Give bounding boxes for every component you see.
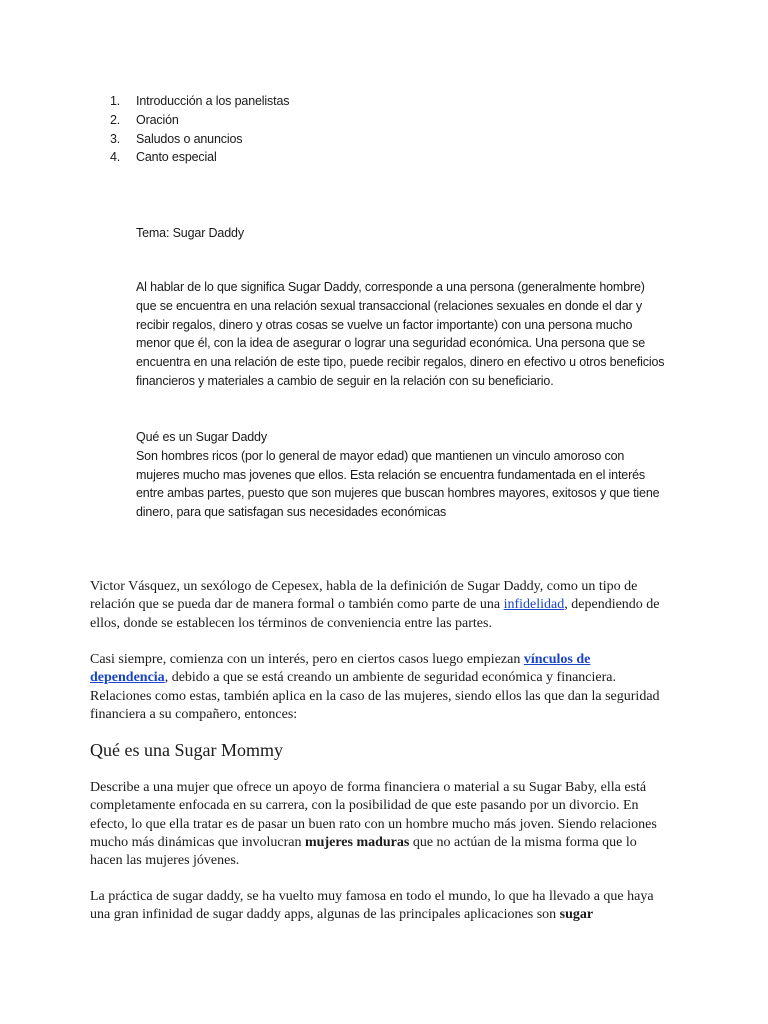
practica-paragraph <box>90 888 670 925</box>
topic-line: Tema: Sugar Daddy <box>136 226 244 240</box>
practica-bold-text: sugar <box>559 907 594 923</box>
describe-text-before: Describe a una mujer que ofrece un apoyo de forma financiera o material a su Sugar Baby, ella está completamente enfocada en su carrera, con la posibilidad de que este pasando por un divorcio. En efecto, lo que ella tratar es de pasar un buen rato con un hombre mucho más joven. Siendo relaciones mucho más dinámicas que involucran <box>90 780 657 850</box>
agenda-item <box>110 92 289 111</box>
victor-text-after: , dependiendo de ellos, donde se establecen los términos de conveniencia entre las partes. <box>90 597 660 631</box>
describe-text-after: que no actúan de la misma forma que lo hacen las mujeres jóvenes. <box>90 834 637 869</box>
describe-paragraph <box>90 779 670 870</box>
agenda-label: Canto especial <box>136 150 217 165</box>
intro-paragraph: Al hablar de lo que significa Sugar Daddy, corresponde a una persona (generalmente hombre) que se encuentra en una relación sexual transaccional (relaciones sexuales en donde el dar y recibir regalos, dinero y otras cosas se vuelve un factor importante) con una persona mucho menor que él, con la idea de asegurar o lograr una seguridad económica. Una persona que se encuentra en una relación de este tipo, puede recibir regalos, dinero en efectivo u otros beneficios financieros y materiales a cambio de seguir en la relación con su beneficiario. <box>136 280 665 388</box>
practica-text-before: La práctica de sugar daddy, se ha vuelto muy famosa en todo el mundo, lo que ha llevado a que haya una gran infinidad de sugar daddy apps, algunas de las principales aplicaciones son <box>90 889 654 923</box>
infidelidad-link[interactable]: infidelidad <box>503 597 565 613</box>
vinculos-dependencia-link[interactable]: vínculos de dependencia <box>90 652 591 686</box>
casi-text-before: Casi siempre, comienza con un interés, pero en ciertos casos luego empiezan <box>90 652 524 667</box>
agenda-item <box>110 111 289 130</box>
victor-paragraph <box>90 578 670 633</box>
victor-text-before: Victor Vásquez, un sexólogo de Cepesex, habla de la definición de Sugar Daddy, como un tipo de relación que se pueda dar de manera formal o también como parte de una <box>90 579 638 613</box>
agenda-number: 3. <box>110 131 121 146</box>
agenda-label: Introducción a los panelistas <box>136 94 290 108</box>
agenda-number: 2. <box>110 112 121 127</box>
what-is-section <box>136 428 666 522</box>
casi-text-after: , debido a que se está creando un ambiente de seguridad económica y financiera. Relaciones como estas, también aplica en la caso de las mujeres, siendo ellos las que dan la seguridad financiera a su compañero, entonces: <box>90 670 660 722</box>
agenda-item <box>110 148 289 167</box>
what-is-heading: Qué es un Sugar Daddy <box>136 430 267 444</box>
sugar-mommy-heading: Qué es una Sugar Mommy <box>90 740 283 760</box>
describe-bold-text: mujeres maduras <box>305 834 410 850</box>
agenda-list <box>110 92 289 167</box>
casi-paragraph <box>90 651 670 724</box>
what-is-body: Son hombres ricos (por lo general de mayor edad) que mantienen un vinculo amoroso con mujeres mucho mas jovenes que ellos. Esta relación se encuentra fundamentada en el interés entre ambas partes, puesto que son mujeres que buscan hombres mayores, exitosos y que tiene dinero, para que satisfagan sus necesidades económicas <box>136 448 660 520</box>
agenda-number: 1. <box>110 94 121 108</box>
agenda-item <box>110 130 289 149</box>
agenda-label: Saludos o anuncios <box>136 131 243 146</box>
agenda-label: Oración <box>136 112 179 127</box>
agenda-number: 4. <box>110 150 121 165</box>
